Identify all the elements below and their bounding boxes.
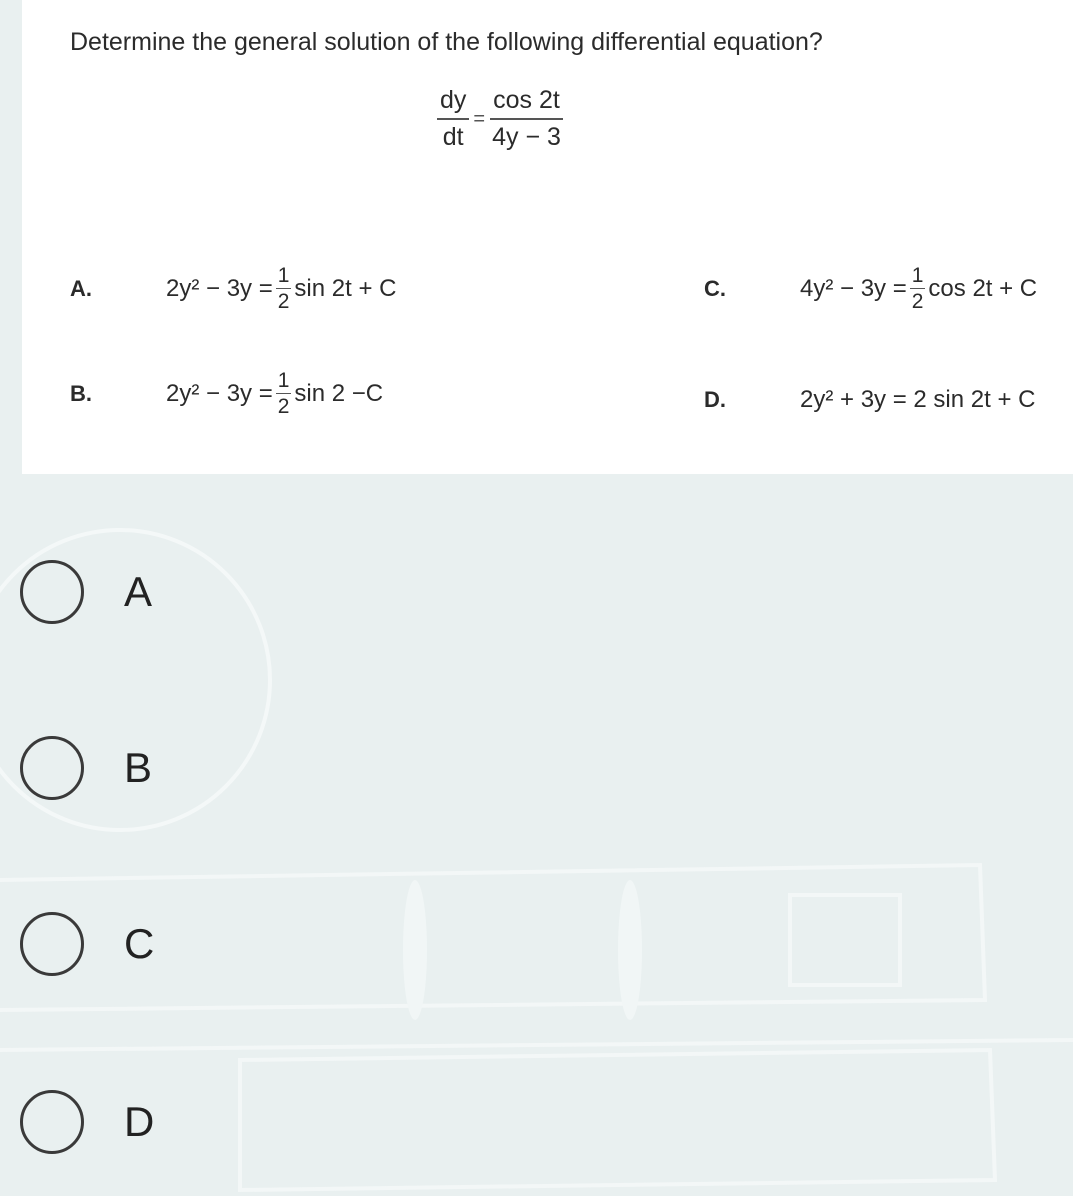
differential-equation bbox=[437, 88, 564, 150]
half-fraction bbox=[276, 265, 292, 312]
expr-right: sin 2 −C bbox=[294, 379, 384, 407]
expr-left: 2y² − 3y = bbox=[166, 379, 273, 407]
fraction-denominator: 2 bbox=[277, 395, 290, 418]
option-letter: A. bbox=[70, 275, 92, 301]
lhs-numerator: dy bbox=[437, 88, 469, 120]
expr-right: sin 2t + C bbox=[294, 274, 397, 302]
expr-left: 2y² − 3y = bbox=[166, 274, 273, 302]
fraction-numerator: 1 bbox=[277, 369, 290, 392]
half-fraction bbox=[910, 265, 926, 312]
fraction-denominator: 2 bbox=[277, 290, 290, 313]
option-b bbox=[70, 370, 383, 417]
answer-label[interactable]: C bbox=[124, 920, 155, 967]
question-card bbox=[22, 0, 1073, 474]
fraction-numerator: 1 bbox=[277, 264, 290, 287]
expr-left: 4y² − 3y = bbox=[800, 274, 907, 302]
rhs-denominator: 4y − 3 bbox=[492, 123, 561, 151]
equals-sign: = bbox=[473, 107, 486, 130]
radio-button[interactable] bbox=[20, 560, 84, 624]
option-expression bbox=[166, 370, 383, 417]
option-letter: D. bbox=[704, 387, 726, 412]
expr-right: cos 2t + C bbox=[928, 274, 1038, 302]
answer-choice-d[interactable] bbox=[20, 1090, 154, 1154]
fraction-denominator: 2 bbox=[911, 290, 924, 313]
answer-choice-b[interactable] bbox=[20, 736, 152, 800]
question-prompt: Determine the general solution of the following differential equation? bbox=[70, 28, 823, 56]
answer-label[interactable]: D bbox=[124, 1098, 155, 1145]
option-letter: B. bbox=[70, 380, 92, 406]
half-fraction bbox=[276, 370, 292, 417]
option-expression bbox=[800, 265, 1037, 312]
answer-label[interactable]: B bbox=[124, 744, 153, 791]
answer-label[interactable]: A bbox=[124, 568, 153, 615]
option-c bbox=[704, 265, 1037, 312]
option-expression bbox=[166, 265, 396, 312]
rhs-fraction bbox=[489, 88, 564, 150]
option-letter: C. bbox=[704, 275, 726, 301]
option-d bbox=[704, 386, 1035, 414]
option-expression: 2y² + 3y = 2 sin 2t + C bbox=[800, 386, 1036, 413]
answer-choice-c[interactable] bbox=[20, 912, 154, 976]
lhs-denominator: dt bbox=[442, 123, 464, 151]
radio-button[interactable] bbox=[20, 912, 84, 976]
radio-button[interactable] bbox=[20, 1090, 84, 1154]
answer-choice-a[interactable] bbox=[20, 560, 152, 624]
radio-button[interactable] bbox=[20, 736, 84, 800]
lhs-fraction bbox=[437, 88, 469, 150]
rhs-numerator: cos 2t bbox=[490, 88, 563, 120]
fraction-numerator: 1 bbox=[911, 264, 924, 287]
option-a bbox=[70, 265, 396, 312]
